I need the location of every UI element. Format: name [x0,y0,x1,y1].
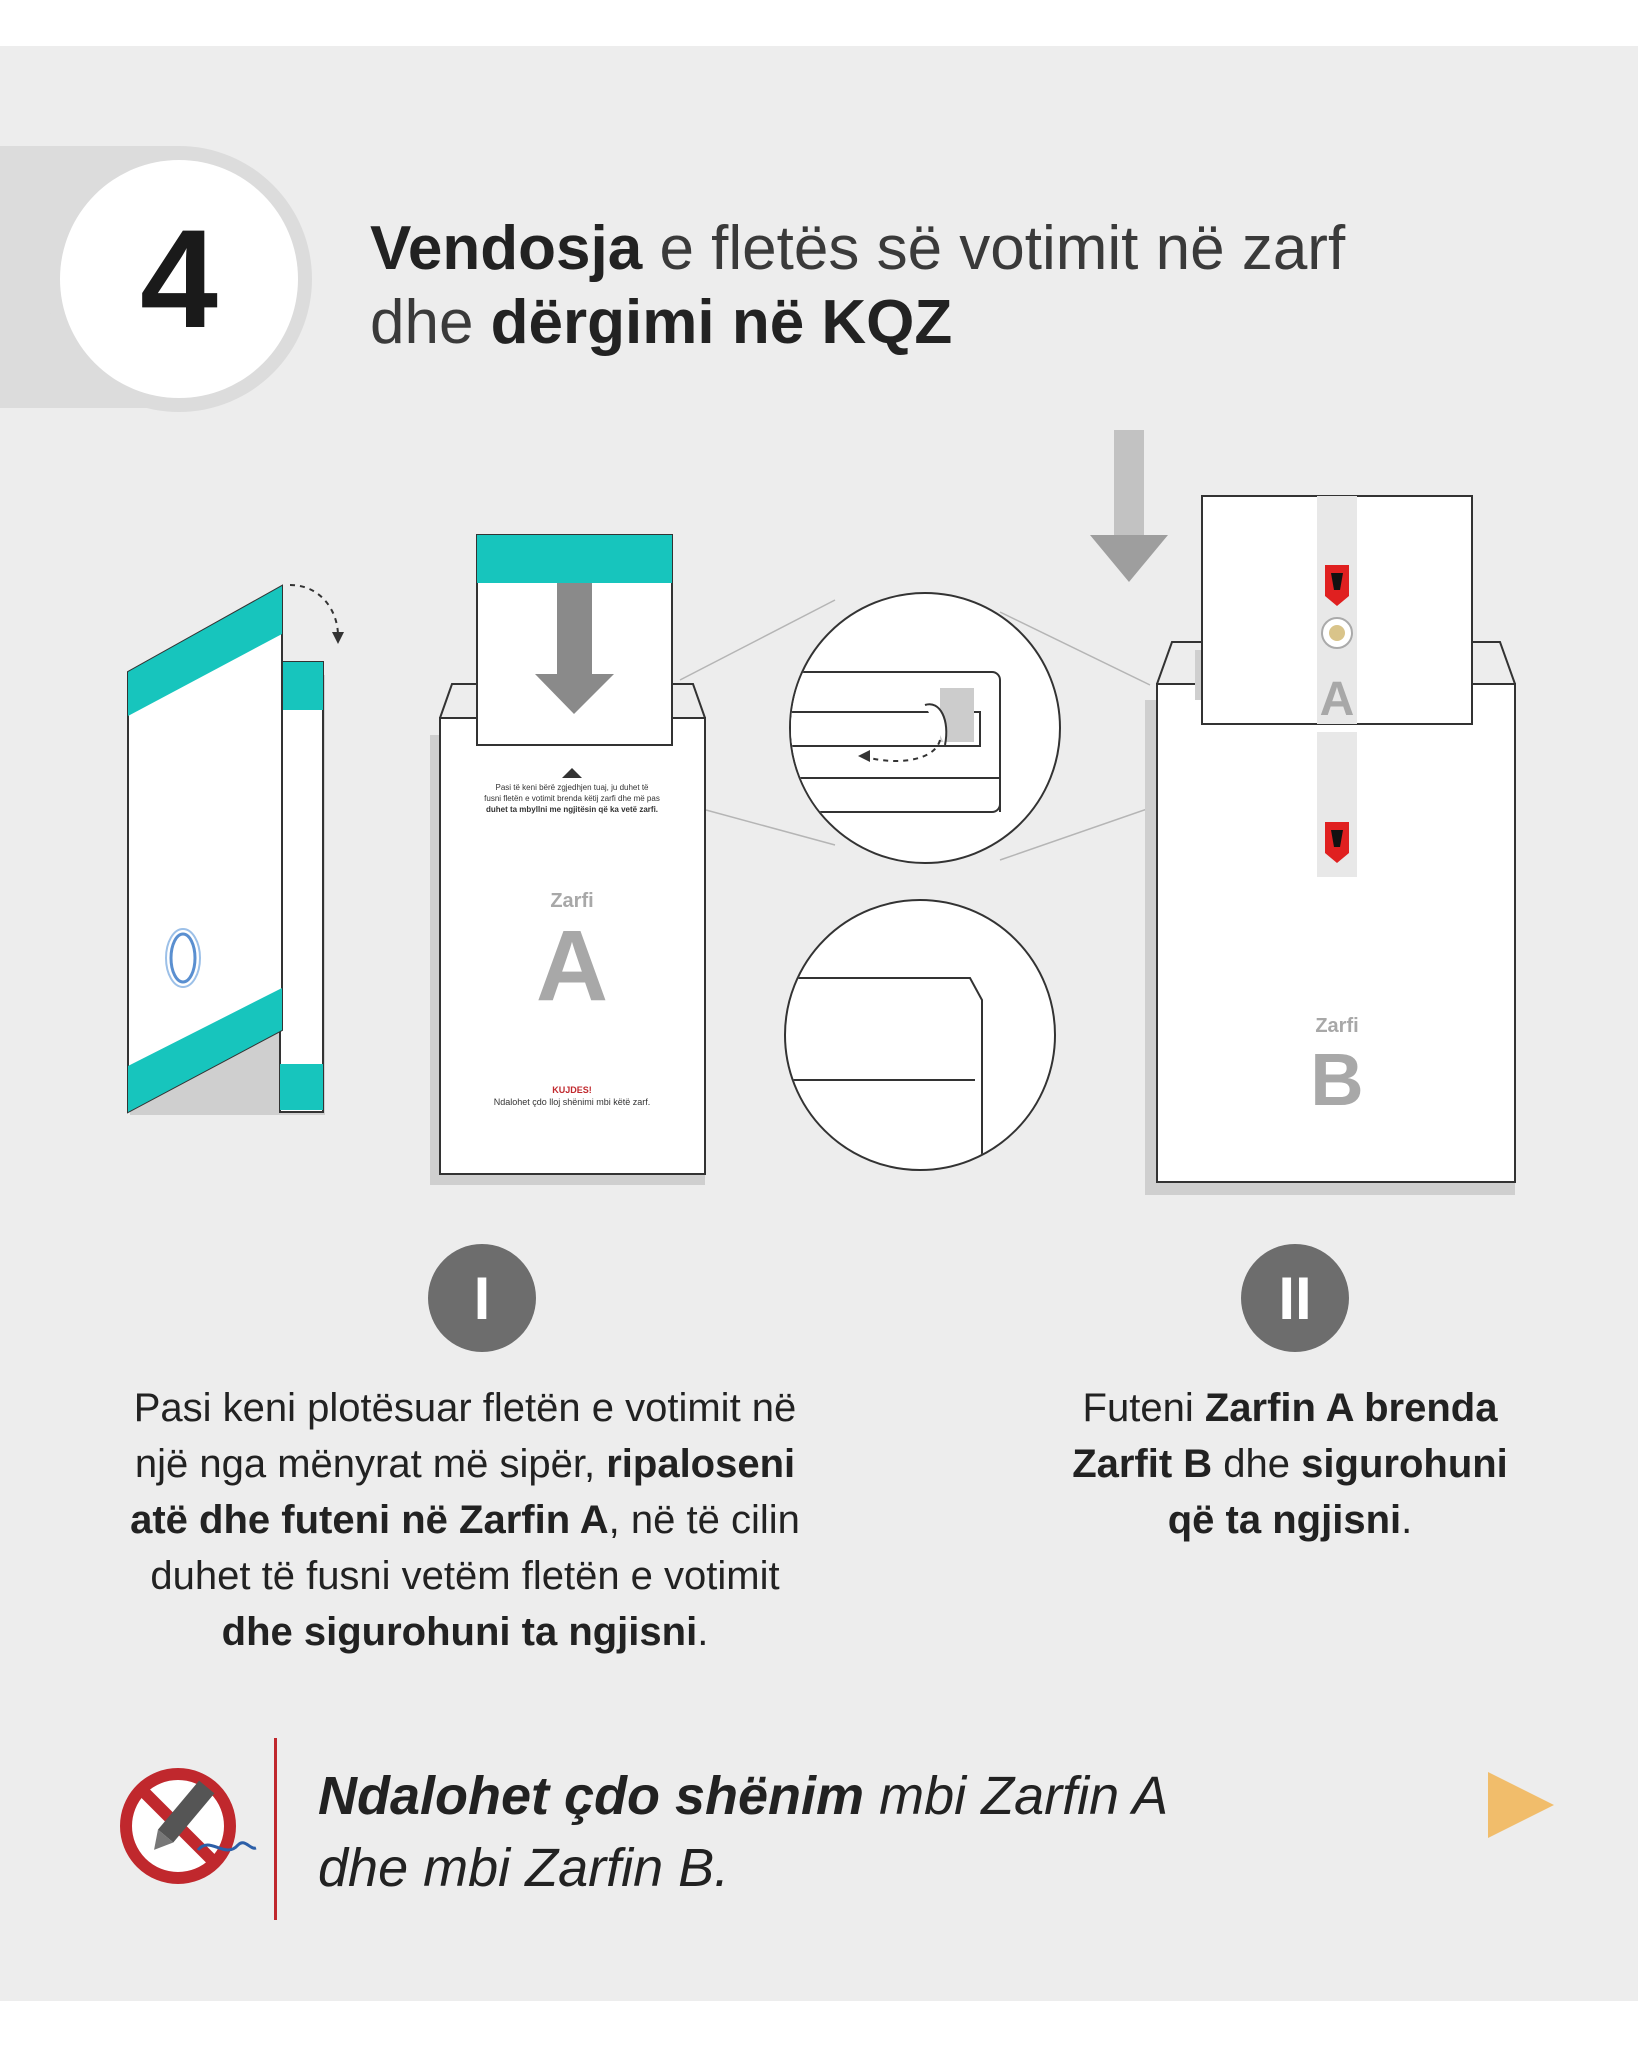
step-two-b1: Zarfin A brenda Zarfit B [1072,1386,1498,1486]
warning-text [318,1760,1218,1904]
step-two-description [1060,1380,1520,1548]
step-one-b2: dhe sigurohuni ta ngjisni [221,1610,698,1654]
title-normal-2: dhe [370,288,491,357]
envelope-a-caution-title: KUJDES! [552,1085,592,1095]
step-one-p3: . [697,1610,709,1654]
envelope-a-small-label: Zarfi [550,890,594,912]
step-one-p2: , në të cilin duhet të fusni vetëm fletën e votimit [150,1498,800,1598]
step-one-badge: I [428,1244,536,1352]
envelope-a-note-1: Pasi të keni bërë zgjedhjen tuaj, ju duhet të [495,783,649,792]
magnifier-flap-detail [780,900,1055,1175]
title-normal-1: e fletës së votimit në zarf [642,214,1346,283]
envelope-b-inner-label: A [1319,673,1355,726]
envelope-a-caution-text: Ndalohet çdo lloj shënimi mbi këtë zarf. [493,1097,651,1107]
step-two-p3: . [1401,1498,1413,1542]
title-bold-1: Vendosja [370,214,643,283]
envelope-a [430,535,705,1185]
folded-ballot-icon [128,585,344,1115]
step-two-p2: dhe [1212,1442,1302,1486]
warning-normal-2: dhe mbi Zarfin B. [318,1838,730,1898]
next-page-arrow-icon[interactable] [1488,1772,1554,1838]
warning-divider [274,1738,277,1920]
magnifier-seal-detail [780,593,1060,863]
envelope-a-note-2: fusni fletën e votimit brenda këtij zarfi dhe më pas [484,794,660,803]
warning-bold: Ndalohet çdo shënim [318,1766,865,1826]
step-number: 4 [60,160,298,398]
step-two-badge: II [1241,1244,1349,1352]
step-two-p1: Futeni [1082,1386,1205,1430]
envelope-b [1145,496,1515,1195]
step-one-b1: ripaloseni atë dhe futeni në Zarfin A [130,1442,796,1542]
envelope-b-big-label: B [1310,1038,1364,1121]
step-one-p1: Pasi keni plotësuar fletën e votimit në një nga mënyrat më sipër, [133,1386,797,1486]
down-arrow-icon [1090,430,1168,582]
warning-normal-1: mbi Zarfin A [864,1766,1169,1826]
title-bold-2: dërgimi në KQZ [490,288,953,357]
no-writing-icon [126,1774,256,1878]
step-one-description [110,1380,820,1660]
envelope-b-small-label: Zarfi [1315,1015,1359,1037]
step-two-b2: sigurohuni që ta ngjisni [1167,1442,1508,1542]
envelope-a-note-3: duhet ta mbyllni me ngjitësin që ka vetë zarfi. [485,805,659,814]
envelope-a-big-label: A [535,910,609,1022]
